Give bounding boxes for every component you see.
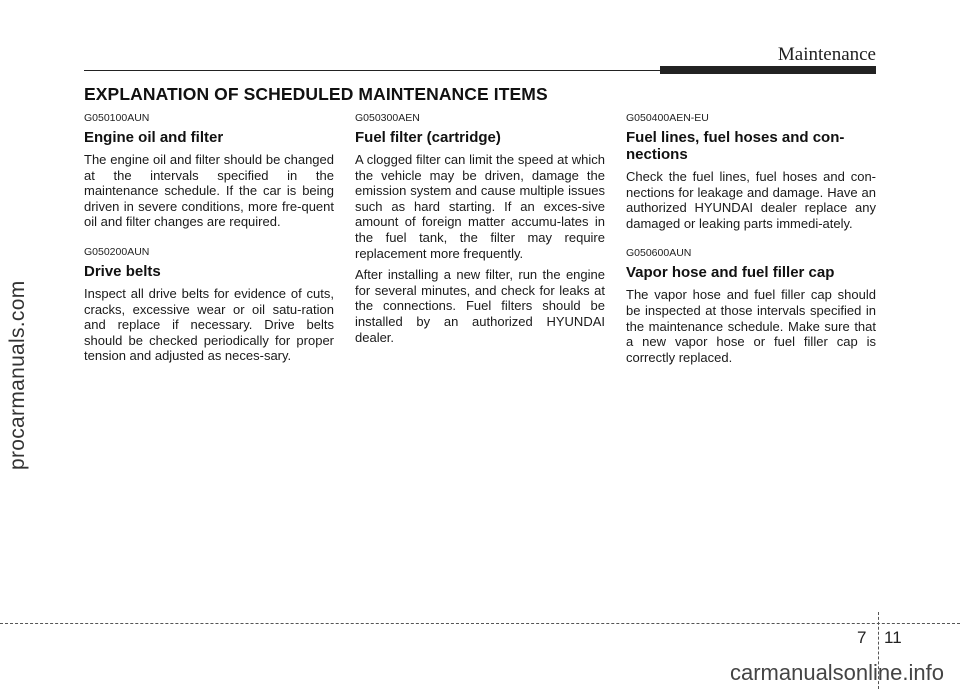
bottom-watermark[interactable]: carmanualsonline.info	[729, 660, 944, 685]
item-body: Check the fuel lines, fuel hoses and con-nections for leakage and damage. Have an authorized HYUNDAI dealer replace any damaged or leaking parts immedi-ately.	[626, 169, 876, 231]
column-1	[84, 112, 334, 380]
header-rule-thin	[84, 70, 660, 71]
item-title: Fuel lines, fuel hoses and con-nections	[626, 129, 845, 163]
item-title: Engine oil and filter	[84, 129, 224, 146]
item-engine-oil	[84, 112, 334, 230]
footer-chapter-number: 7	[857, 628, 867, 647]
footer-dashed-rule	[0, 623, 960, 624]
item-title: Fuel filter (cartridge)	[355, 129, 501, 146]
item-fuel-lines	[626, 112, 876, 231]
item-body: The vapor hose and fuel filler cap should be inspected at those intervals specified in the maintenance schedule. Make sure that a new vapor hose or fuel filler cap is correctly replaced.	[626, 287, 876, 365]
item-code: G050100AUN	[84, 112, 150, 124]
side-watermark: procarmanuals.com	[6, 280, 29, 470]
item-body: After installing a new filter, run the engine for several minutes, and check for leaks at the connections. Fuel filters should be installed by an authorized HYUNDAI dealer.	[355, 267, 605, 345]
column-3	[626, 112, 876, 381]
item-title: Vapor hose and fuel filler cap	[626, 264, 835, 282]
item-fuel-filter	[355, 112, 605, 345]
item-code: G050400AEN-EU	[626, 112, 709, 124]
item-vapor-hose	[626, 247, 876, 365]
section-title: EXPLANATION OF SCHEDULED MAINTENANCE ITEMS	[84, 84, 548, 104]
item-body: The engine oil and filter should be changed at the intervals specified in the maintenance schedule. If the car is being driven in severe conditions, more fre-quent oil and filter changes are required.	[84, 152, 334, 230]
column-2	[355, 112, 605, 361]
item-code: G050600AUN	[626, 247, 692, 260]
item-drive-belts	[84, 246, 334, 364]
item-code: G050200AUN	[84, 245, 150, 258]
header-rule-thick	[660, 66, 876, 74]
item-code: G050300AEN	[355, 112, 420, 124]
chapter-title: Maintenance	[777, 44, 876, 65]
item-title: Drive belts	[84, 262, 161, 280]
footer-page-number: 11	[884, 628, 902, 647]
item-body: A clogged filter can limit the speed at which the vehicle may be driven, damage the emission system and cause multiple issues such as hard starting. If an exces-sive amount of foreign matter accumu-lates in the fuel tank, the filter may require replacement more frequently.	[355, 152, 605, 261]
item-body: Inspect all drive belts for evidence of cuts, cracks, excessive wear or oil satu-ration and replace if necessary. Drive belts should be checked periodically for proper tension and adjusted as neces-sary.	[84, 285, 334, 364]
